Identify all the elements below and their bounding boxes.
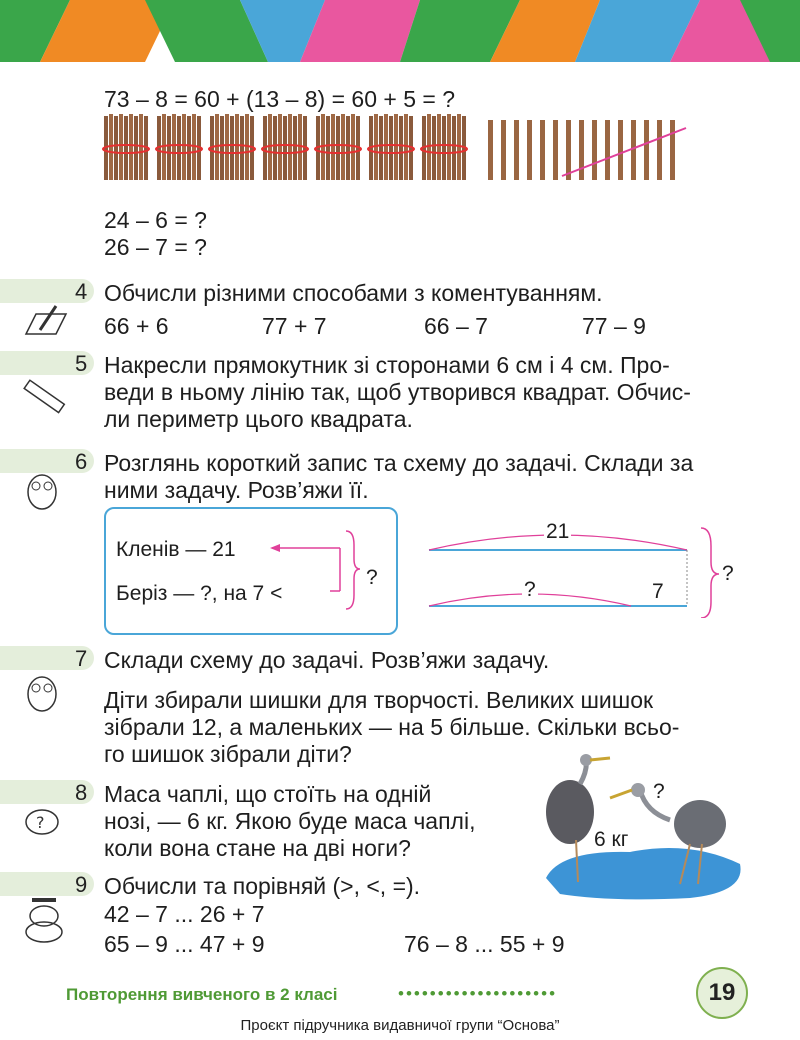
scheme-top-value: 21 bbox=[544, 518, 571, 546]
footer-dots: •••••••••••••••••••• bbox=[398, 984, 558, 1003]
task-4-item: 66 – 7 bbox=[424, 313, 488, 339]
task-9-item: 65 – 9 ... 47 + 9 bbox=[104, 931, 265, 957]
task-6-line: ними задачу. Розв’яжи її. bbox=[104, 477, 369, 503]
ruler-icon bbox=[22, 375, 66, 415]
heron-mass-label: 6 кг bbox=[594, 828, 629, 851]
page-number: 19 bbox=[696, 967, 748, 1019]
frog-graduate-icon bbox=[18, 894, 70, 946]
task-number: 4 bbox=[75, 279, 88, 304]
task-number: 6 bbox=[75, 449, 88, 474]
heron-question-label: ? bbox=[653, 780, 665, 803]
counting-sticks-image bbox=[100, 112, 700, 192]
top-banner bbox=[0, 0, 800, 62]
task-8-line: Маса чаплі, що стоїть на одній bbox=[104, 781, 432, 807]
header-equation: 73 – 8 = 60 + (13 – 8) = 60 + 5 = ? bbox=[104, 86, 456, 112]
task-number: 7 bbox=[75, 646, 88, 671]
herons-image bbox=[540, 752, 760, 904]
task-5-line: ли периметр цього квадрата. bbox=[104, 406, 413, 432]
short-record-question: ? bbox=[366, 566, 378, 589]
scheme-question: ? bbox=[722, 562, 734, 585]
task-4-text: Обчисли різними способами з коментуванням. bbox=[104, 280, 603, 306]
thought-question-icon bbox=[22, 804, 66, 844]
task-9-item: 42 – 7 ... 26 + 7 bbox=[104, 901, 265, 927]
owl-icon bbox=[22, 674, 66, 714]
task-8-line: коли вона стане на дві ноги? bbox=[104, 835, 411, 861]
task-7-problem-line: Діти збирали шишки для творчості. Великих шишок bbox=[104, 687, 654, 713]
scheme-diagram bbox=[425, 518, 735, 618]
task-4-item: 77 – 9 bbox=[582, 313, 646, 339]
section-title: Повторення вивченого в 2 класі bbox=[66, 985, 338, 1004]
task-9-item: 76 – 8 ... 55 + 9 bbox=[404, 931, 565, 957]
short-record-row: Кленів — 21 bbox=[116, 538, 236, 561]
task-number: 9 bbox=[75, 872, 88, 897]
task-number: 8 bbox=[75, 780, 88, 805]
short-record-row: Беріз — ?, на 7 < bbox=[116, 582, 283, 605]
owl-icon bbox=[22, 472, 66, 512]
task-5-line: веди в ньому лінію так, щоб утворився квадрат. Обчис- bbox=[104, 379, 691, 405]
task-7-problem-line: зібрали 12, а маленьких — на 5 більше. Скільки всьо- bbox=[104, 714, 680, 740]
task-4-item: 77 + 7 bbox=[262, 313, 327, 339]
task-5-line: Накресли прямокутник зі сторонами 6 см і 4 см. Про- bbox=[104, 352, 670, 378]
scheme-difference: 7 bbox=[652, 580, 664, 603]
scheme-bottom-question: ? bbox=[522, 576, 538, 604]
task-number: 5 bbox=[75, 351, 88, 376]
publisher-credit: Проєкт підручника видавничої групи “Основа” bbox=[240, 1017, 560, 1034]
task-6-line: Розглянь короткий запис та схему до задачі. Склади за bbox=[104, 450, 694, 476]
equation-1: 24 – 6 = ? bbox=[104, 207, 207, 233]
task-7-problem-line: го шишок зібрали діти? bbox=[104, 741, 352, 767]
task-7-text: Склади схему до задачі. Розв’яжи задачу. bbox=[104, 647, 550, 673]
task-9-text: Обчисли та порівняй (>, <, =). bbox=[104, 873, 421, 899]
equation-2: 26 – 7 = ? bbox=[104, 234, 207, 260]
short-record-brackets bbox=[260, 525, 370, 615]
svg-text:?: ? bbox=[36, 813, 45, 832]
pencil-paper-icon bbox=[22, 300, 70, 340]
task-4-item: 66 + 6 bbox=[104, 313, 169, 339]
task-8-line: нозі, — 6 кг. Якою буде маса чаплі, bbox=[104, 808, 476, 834]
